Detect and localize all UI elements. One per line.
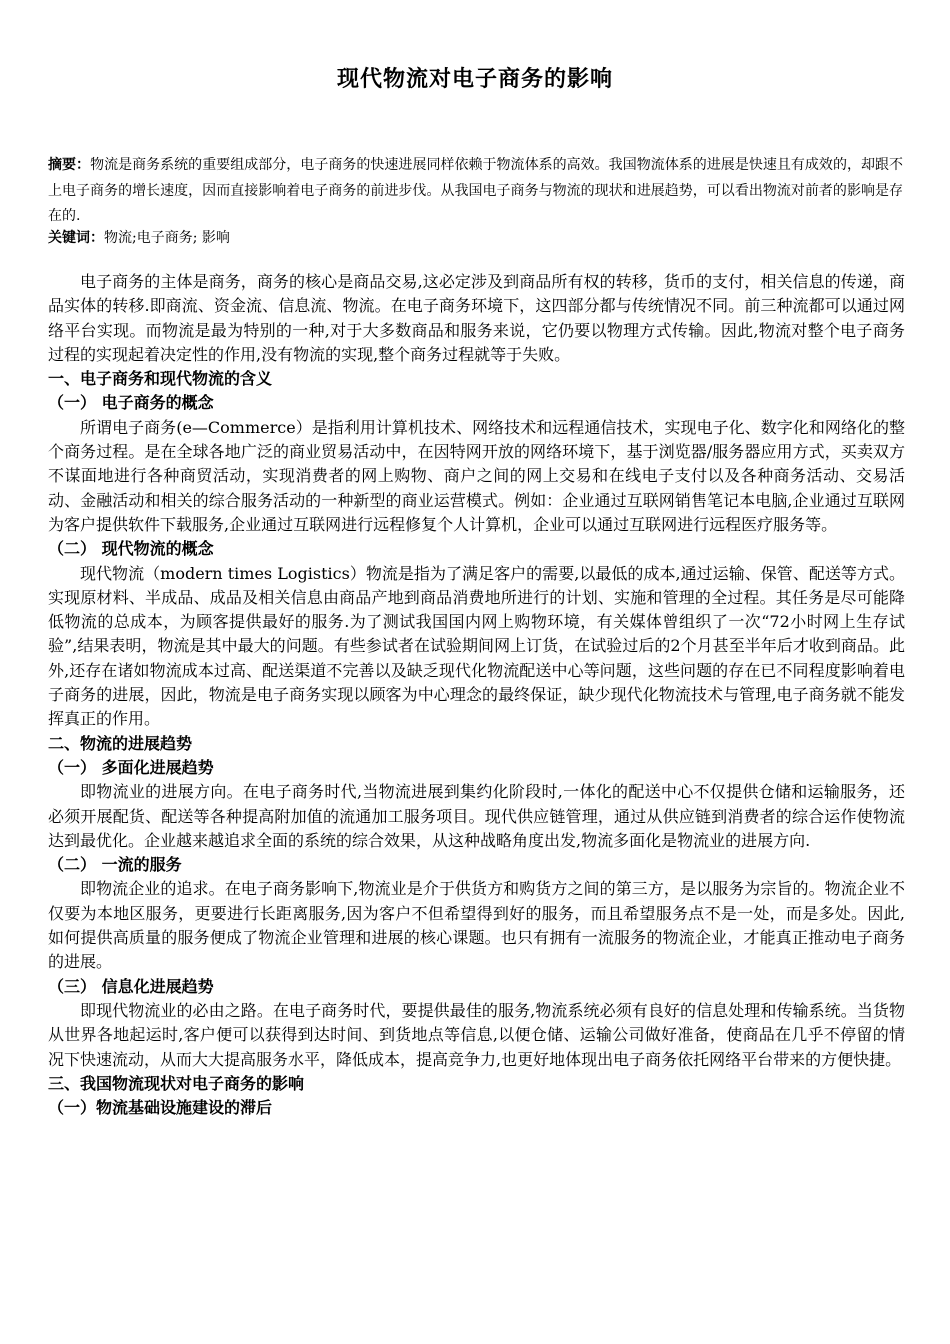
keywords xyxy=(48,227,903,249)
paragraph: 所谓电子商务(e—Commerce）是指利用计算机技术、网络技术和远程通信技术，实现电子化、数字化和网络化的整个商务过程。是在全球各地广泛的商业贸易活动中，在因特网开放的网络环境下，基于浏览器/服务器应用方式，买卖双方不谋面地进行各种商贸活动，实现消费者的网上购物、商户之间的网上交易和在线电子支付以及各种商务活动、交易活动、金融活动和相关的综合服务活动的一种新型的商业运营模式。例如：企业通过互联网销售笔记本电脑,企业通过互联网为客户提供软件下载服务,企业通过互联网进行远程修复个人计算机，企业可以通过互联网进行远程医疗服务等。 xyxy=(48,417,905,534)
abstract-label: 摘要： xyxy=(48,157,91,173)
paragraph: 即物流企业的追求。在电子商务影响下,物流业是介于供货方和购货方之间的第三方，是以服务为宗旨的。物流企业不仅要为本地区服务，更要进行长距离服务,因为客户不但希望得到好的服务，而且希望服务点不是一处，而是多处。因此,如何提供高质量的服务便成了物流企业管理和进展的核心课题。也只有拥有一流服务的物流企业，才能真正推动电子商务的进展。 xyxy=(48,879,905,972)
subsection-heading: （一） 电子商务的概念 xyxy=(48,393,214,413)
document-body xyxy=(48,270,905,1120)
section-heading: 一、电子商务和现代物流的含义 xyxy=(48,369,273,389)
paragraph: 现代物流（modern times Logistics）物流是指为了满足客户的需要,以最低的成本,通过运输、保管、配送等方式。实现原材料、半成品、成品及相关信息由商品产地到商品消费地所进行的计划、实施和管理的全过程。其任务是尽可能降低物流的总成本，为顾客提供最好的服务.为了测试我国国内网上购物环境，有关媒体曾组织了一次“72小时网上生存试验”,结果表明，物流是其中最大的问题。有些参试者在试验期间网上订货，在试验过后的2个月甚至半年后才收到商品。此外,还存在诸如物流成本过高、配送渠道不完善以及缺乏现代化物流配送中心等问题，这些问题的存在已不同程度影响着电子商务的进展，因此，物流是电子商务实现以顾客为中心理念的最终保证，缺少现代化物流技术与管理,电子商务就不能发挥真正的作用。 xyxy=(48,563,905,729)
subsection-heading: （一） 多面化进展趋势 xyxy=(48,757,214,777)
abstract xyxy=(48,153,903,230)
subsection-heading: （二） 一流的服务 xyxy=(48,855,182,875)
section-heading: 三、我国物流现状对电子商务的影响 xyxy=(48,1073,305,1093)
document-title: 现代物流对电子商务的影响 xyxy=(336,67,613,92)
keywords-label: 关键词： xyxy=(48,230,104,246)
paragraph: 即现代物流业的必由之路。在电子商务时代，要提供最佳的服务,物流系统必须有良好的信息处理和传输系统。当货物从世界各地起运时,客户便可以获得到达时间、到货地点等信息,以便仓储、运输公司做好准备，使商品在几乎不停留的情况下快速流动，从而大大提高服务水平，降低成本，提高竞争力,也更好地体现出电子商务依托网络平台带来的方便快捷。 xyxy=(48,1000,905,1069)
subsection-heading: （一）物流基础设施建设的滞后 xyxy=(48,1098,273,1118)
section-heading: 二、物流的进展趋势 xyxy=(48,733,193,753)
keywords-text: 物流;电子商务; 影响 xyxy=(104,230,230,246)
paragraph: 即物流业的进展方向。在电子商务时代,当物流进展到集约化阶段时,一体化的配送中心不仅提供仓储和运输服务，还必须开展配货、配送等各种提高附加值的流通加工服务项目。现代供应链管理，通过从供应链到消费者的综合运作使物流达到最优化。企业越来越追求全面的系统的综合效果，从这种战略角度出发,物流多面化是物流业的进展方向. xyxy=(48,782,905,850)
intro-paragraph: 电子商务的主体是商务，商务的核心是商品交易,这必定涉及到商品所有权的转移，货币的支付，相关信息的传递，商品实体的转移.即商流、资金流、信息流、物流。在电子商务环境下，这四部分都与传统情况不同。前三种流都可以通过网络平台实现。而物流是最为特别的一种,对于大多数商品和服务来说，它仍要以物理方式传输。因此,物流对整个电子商务过程的实现起着决定性的作用,没有物流的实现,整个商务过程就等于失败。 xyxy=(48,272,905,364)
subsection-heading: （三） 信息化进展趋势 xyxy=(48,976,214,996)
subsection-heading: （二） 现代物流的概念 xyxy=(48,539,214,559)
abstract-text: 物流是商务系统的重要组成部分，电子商务的快速进展同样依赖于物流体系的高效。我国物流体系的进展是快速且有成效的，却跟不上电子商务的增长速度，因而直接影响着电子商务的前进步伐。从我国电子商务与物流的现状和进展趋势，可以看出物流对前者的影响是存在的. xyxy=(48,157,904,225)
